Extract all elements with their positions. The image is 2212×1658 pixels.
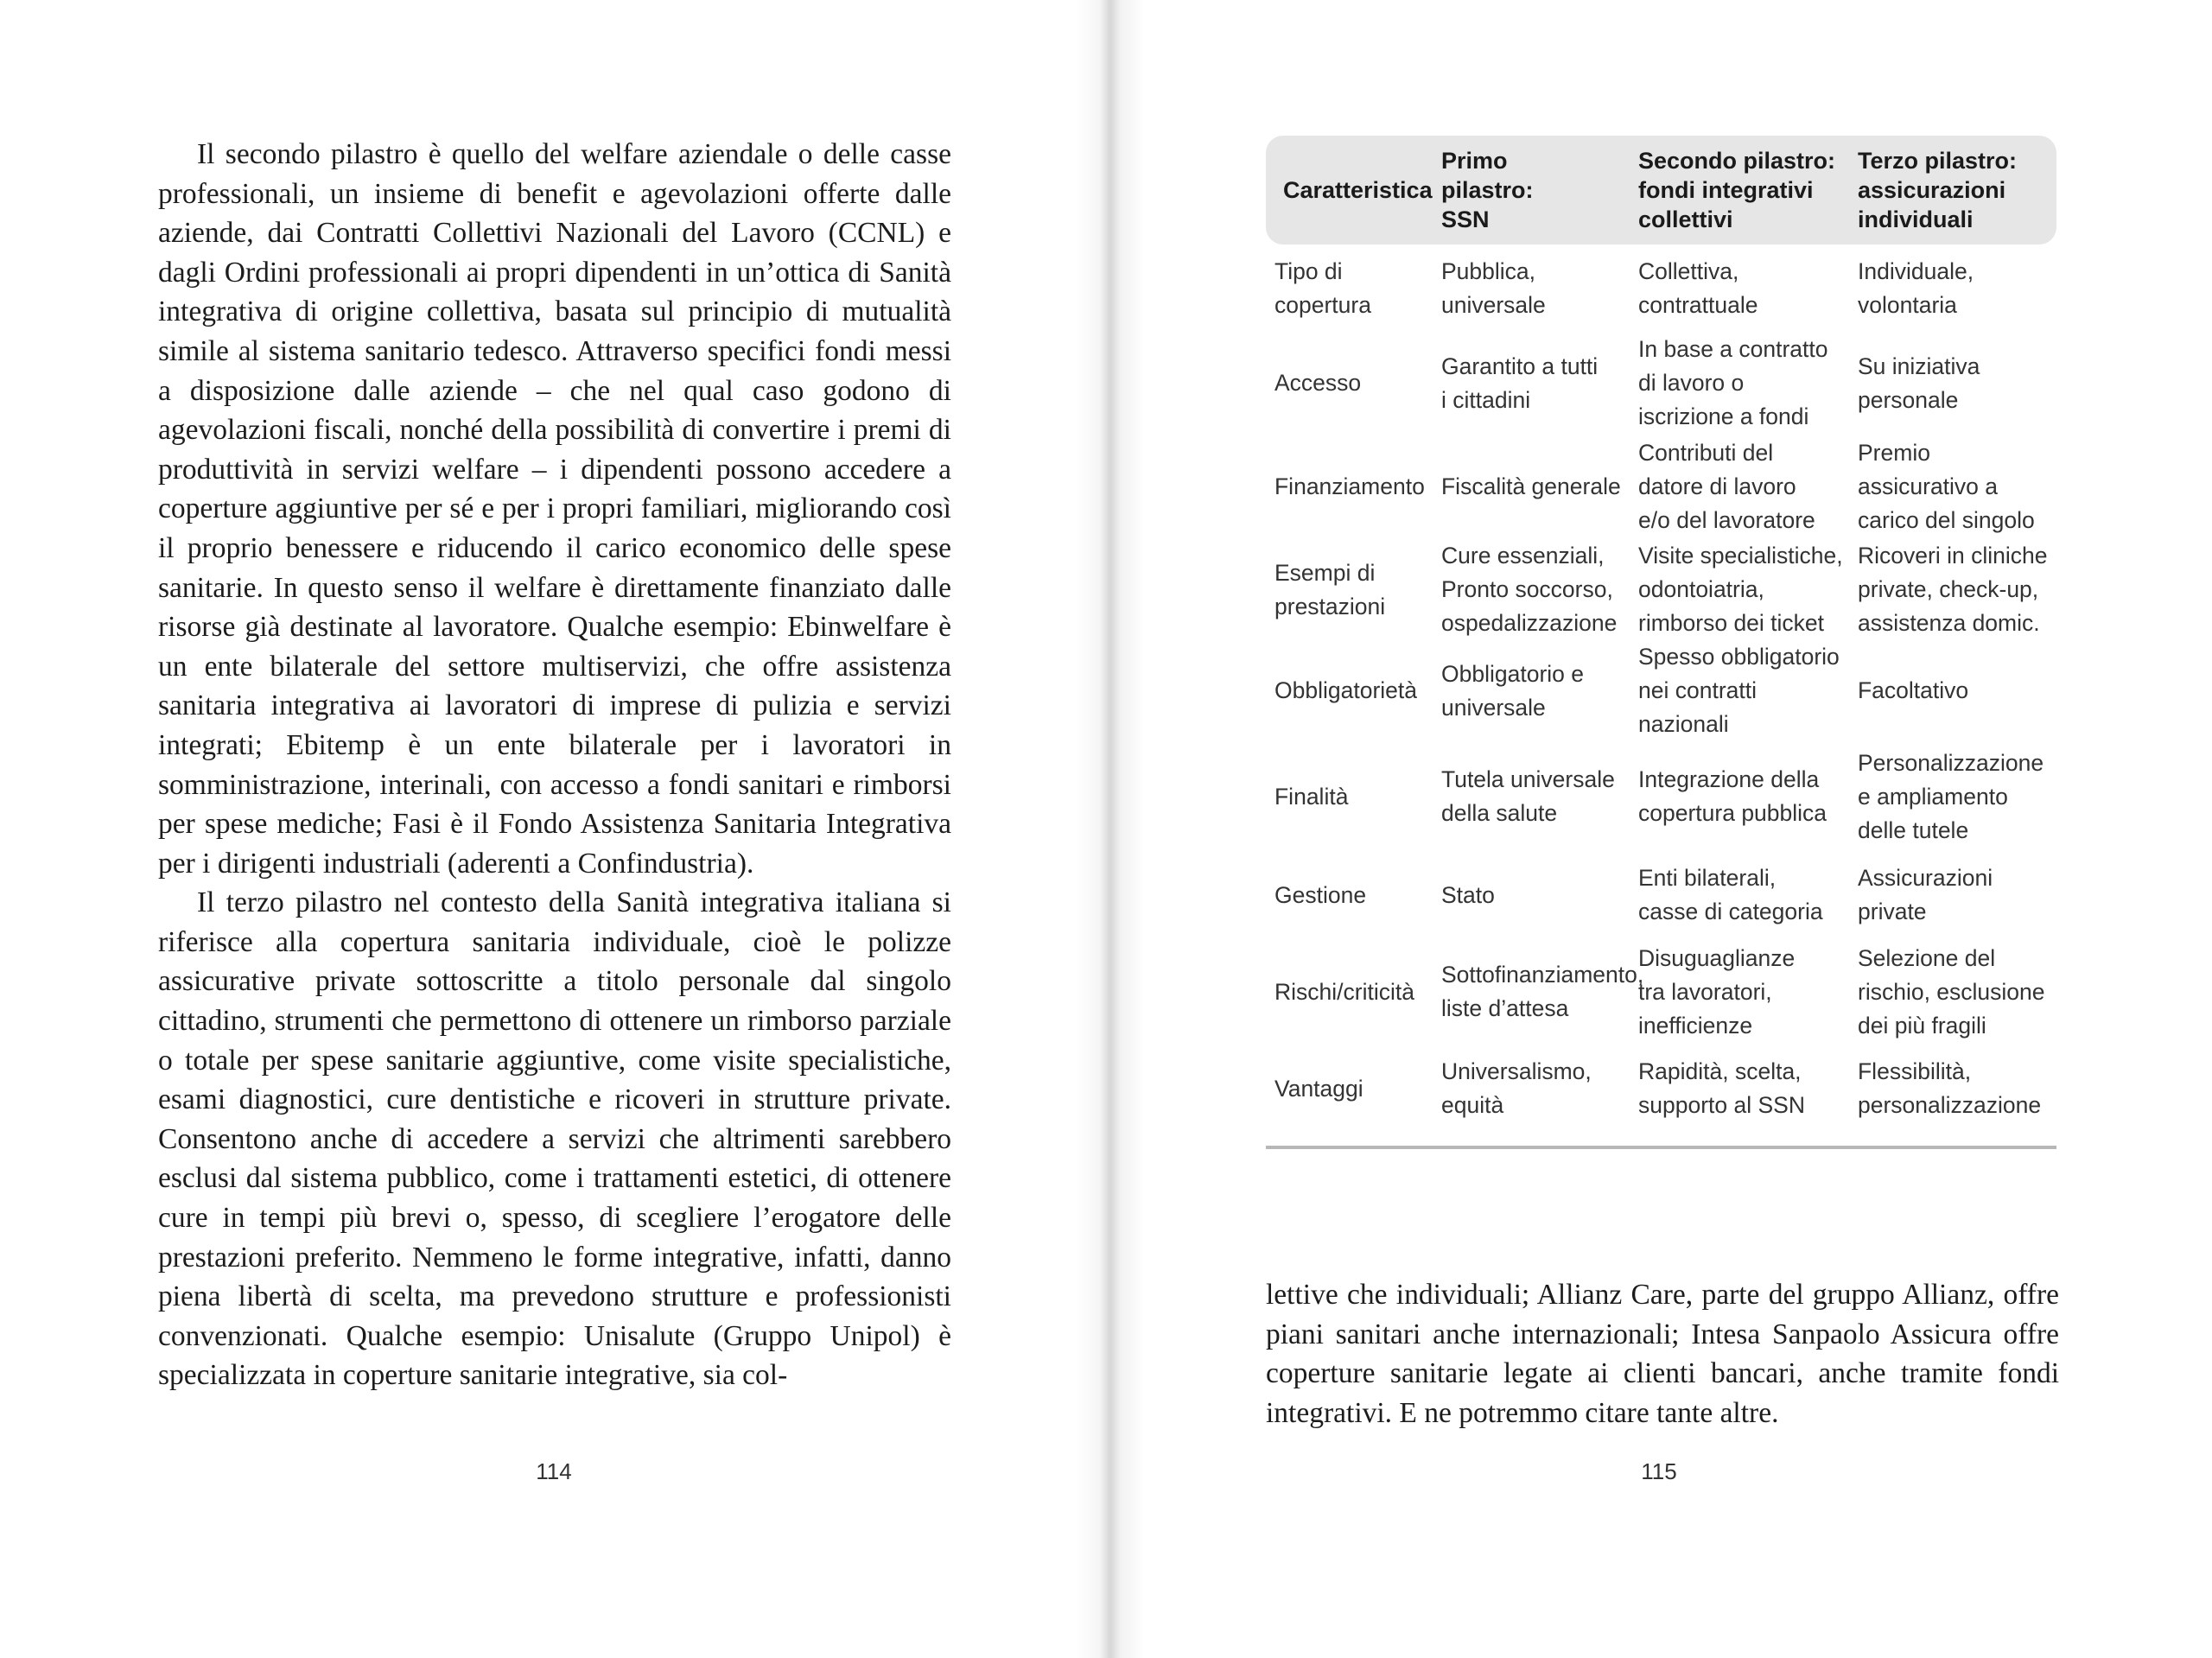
table-row-label (1266, 539, 1434, 640)
table-cell (1851, 245, 2056, 333)
table-cell (1434, 333, 1631, 434)
table-cell-line: Su iniziativa (1858, 353, 1980, 379)
table-cell-line: Selezione del (1858, 944, 1996, 971)
table-cell (1851, 1045, 2056, 1132)
table-cell-line: assicurazioni (1858, 177, 2006, 203)
table-cell (1631, 245, 1851, 333)
table-header-cell (1631, 136, 1851, 245)
table-cell-line: iscrizione a fondi (1638, 403, 1809, 429)
table-cell-line: Integrazione della (1638, 766, 1820, 792)
table-cell-line: SSN (1441, 206, 1490, 232)
table-cell-line: Esempi di (1274, 559, 1376, 586)
table-row-label (1266, 938, 1434, 1045)
table-cell-line: tra lavoratori, (1638, 978, 1772, 1005)
table-cell-line: nei contratti (1638, 677, 1757, 703)
table-cell-line: Primo (1441, 148, 1508, 174)
table-header-cell (1851, 136, 2056, 245)
table-cell-line: Fiscalità generale (1441, 473, 1621, 499)
table-cell-line: rischio, esclusione (1858, 978, 2045, 1005)
comparison-table-container (1266, 136, 2056, 1149)
table-row-label (1266, 640, 1434, 741)
table-row-label (1266, 852, 1434, 938)
table-cell-line: rimborso dei ticket (1638, 610, 1825, 636)
table-cell-line: datore di lavoro (1638, 473, 1796, 499)
table-cell-line: private, check-up, (1858, 576, 2039, 602)
table-cell-line: Sottofinanziamento, (1441, 962, 1644, 988)
table-cell-line: Collettiva, (1638, 258, 1739, 284)
table-cell-line: Cure essenziali, (1441, 543, 1605, 569)
right-page-body (1266, 1275, 2059, 1432)
table-cell-line: private (1858, 899, 1927, 924)
table-cell-line: Caratteristica (1283, 177, 1433, 203)
table-cell-line: Assicurazioni (1858, 865, 1993, 891)
table-cell (1851, 852, 2056, 938)
table-cell-line: assistenza domic. (1858, 610, 2040, 636)
table-cell-line: della salute (1441, 800, 1558, 826)
table-cell-line: contrattuale (1638, 292, 1758, 318)
table-cell-line: Rapidità, scelta, (1638, 1058, 1802, 1084)
table-cell-line: universale (1441, 292, 1546, 318)
table-cell (1631, 434, 1851, 539)
table-cell-line: e ampliamento (1858, 783, 2008, 810)
table-row (1266, 539, 2056, 640)
table-cell (1631, 333, 1851, 434)
table-cell-line: odontoiatria, (1638, 576, 1764, 602)
table-cell-line: Vantaggi (1274, 1075, 1363, 1102)
table-cell-line: Tutela universale (1441, 766, 1615, 792)
table-row-label (1266, 434, 1434, 539)
table-cell-line: Universalismo, (1441, 1058, 1592, 1084)
table-cell-line: Individuale, (1858, 258, 1974, 284)
table-cell-line: Finalità (1274, 783, 1349, 810)
table-cell-line: ospedalizzazione (1441, 610, 1618, 636)
table-cell (1851, 434, 2056, 539)
table-cell (1631, 640, 1851, 741)
table-cell (1434, 938, 1644, 1045)
table-cell-line: Secondo pilastro: (1638, 148, 1836, 174)
table-cell (1434, 539, 1631, 640)
table-cell-line: e/o del lavoratore (1638, 506, 1815, 533)
table-header-cell (1266, 136, 1434, 245)
table-row-label (1266, 245, 1434, 333)
table-cell-line: prestazioni (1274, 593, 1386, 619)
table-row (1266, 333, 2056, 434)
table-cell-line: collettivi (1638, 206, 1733, 232)
table-cell-line: casse di categoria (1638, 899, 1823, 924)
table-header-row (1266, 136, 2056, 245)
table-cell (1631, 852, 1851, 938)
paragraph-secondo-pilastro: Il secondo pilastro è quello del welfare aziendale o delle casse professionali, un insieme di benefit e agevolazioni offerte dalle aziende, dai Contratti Collettivi Nazionali del Lavoro (CCNL) e dagli Ordini professionali ai propri dipendenti in un’ottica di Sanità integrativa di origine collettiva, basata sul principio di mutualità simile al sistema sanitario tedesco. Attraverso specifici fondi messi a disposizione dalle aziende – che nel qual caso godono di agevolazioni fiscali, nonché della possibilità di convertire i premi di produttività in servizi welfare – i dipendenti possono accedere a coperture aggiuntive per sé e per i propri familiari, migliorando così il proprio benessere e riducendo il carico economico delle spese sanitarie. In questo senso il welfare è direttamente finanziato dalle risorse già destinate al lavoratore. Qualche esempio: Ebinwelfare è un ente bilaterale del settore multiservizi, che offre assistenza sanitaria integrativa ai lavoratori di imprese di pulizia e servizi integrati; Ebitemp è un ente bilaterale per i lavoratori in somministrazione, interinali, con accesso a fondi sanitari e rimborsi per spese mediche; Fasi è il Fondo Assistenza Sanitaria Integrativa per i dirigenti industriali (aderenti a Confindustria). (158, 138, 951, 880)
table-cell-line: Finanziamento (1274, 473, 1425, 499)
table-cell-line: equità (1441, 1092, 1504, 1118)
table-cell (1631, 938, 1851, 1045)
table-cell-line: liste d’attesa (1441, 995, 1569, 1021)
table-cell-line: di lavoro o (1638, 370, 1745, 396)
table-cell (1631, 539, 1851, 640)
table-cell-line: Accesso (1274, 370, 1362, 396)
table-cell-line: Obbligatorio e (1441, 660, 1584, 687)
paragraph-terzo-pilastro: Il terzo pilastro nel contesto della Sanità integrativa italiana si riferisce alla copertura sanitaria individuale, cioè le polizze assicurative private sottoscritte a titolo personale dal singolo cittadino, strumenti che permettono di ottenere un rimborso parziale o totale per spese sanitarie aggiuntive, come visite specialistiche, esami diagnostici, cure dentistiche e ricoveri in strutture private. Consentono anche di accedere a servizi che altrimenti sarebbero esclusi dal sistema pubblico, come i trattamenti estetici, di ottenere cure in tempi più brevi o, spesso, di scegliere l’erogatore delle prestazioni preferito. Nemmeno le forme integrative, infatti, danno piena libertà di scelta, ma prevedono strutture e professionisti convenzionati. Qualche esempio: Unisalute (Gruppo Unipol) è specializzata in coperture sanitarie integrative, sia col- (158, 886, 951, 1392)
table-cell-line: Garantito a tutti (1441, 353, 1599, 379)
page-number-left: 114 (536, 1458, 572, 1484)
table-cell (1434, 245, 1631, 333)
table-cell (1851, 539, 2056, 640)
table-cell-line: Facoltativo (1858, 677, 1969, 703)
table-row (1266, 1045, 2056, 1132)
table-cell-line: In base a contratto (1638, 336, 1828, 362)
table-cell-line: pilastro: (1441, 177, 1534, 203)
page-number-right: 115 (1641, 1458, 1677, 1484)
table-cell-line: Disuguaglianze (1638, 944, 1796, 971)
table-cell (1631, 741, 1851, 852)
table-cell (1851, 938, 2056, 1045)
table-cell-line: Enti bilaterali, (1638, 865, 1777, 891)
table-cell-line: Contributi del (1638, 439, 1774, 466)
table-cell-line: fondi integrativi (1638, 177, 1814, 203)
table-cell (1851, 640, 2056, 741)
table-cell (1434, 434, 1631, 539)
table-row (1266, 741, 2056, 852)
table-cell-line: delle tutele (1858, 816, 1969, 843)
paragraph-continuation: lettive che individuali; Allianz Care, parte del gruppo Allianz, offre piani sanitari anche internazionali; Intesa Sanpaolo Assicura offre coperture sanitarie legate ai clienti bancari, anche tramite fondi integrativi. E ne potremmo citare tante altre. (1266, 1279, 2059, 1429)
table-cell-line: Visite specialistiche, (1638, 543, 1843, 569)
table-bottom-rule (1266, 1146, 2056, 1149)
table-cell-line: universale (1441, 694, 1546, 721)
table-row (1266, 938, 2056, 1045)
table-cell (1434, 640, 1631, 741)
table-cell-line: copertura pubblica (1638, 800, 1827, 826)
table-row (1266, 852, 2056, 938)
table-cell-line: Tipo di (1274, 258, 1343, 284)
table-cell-line: Gestione (1274, 881, 1367, 908)
table-cell-line: supporto al SSN (1638, 1092, 1805, 1118)
table-cell (1851, 333, 2056, 434)
table-cell-line: Pubblica, (1441, 258, 1536, 284)
table-cell-line: inefficienze (1638, 1012, 1753, 1039)
pillars-comparison-table (1266, 136, 2056, 1132)
table-row (1266, 245, 2056, 333)
table-cell-line: Obbligatorietà (1274, 677, 1417, 703)
table-cell (1631, 1045, 1851, 1132)
table-cell-line: dei più fragili (1858, 1012, 1986, 1039)
table-row (1266, 640, 2056, 741)
table-cell (1434, 741, 1631, 852)
table-row-label (1266, 1045, 1434, 1132)
table-row-label (1266, 333, 1434, 434)
table-cell-line: Flessibilità, (1858, 1058, 1972, 1084)
table-cell-line: Spesso obbligatorio (1638, 644, 1840, 670)
table-cell-line: personale (1858, 386, 1959, 413)
table-cell-line: carico del singolo (1858, 506, 2035, 533)
table-cell-line: personalizzazione (1858, 1092, 2042, 1118)
left-page-body (158, 135, 951, 1395)
table-cell-line: Premio (1858, 439, 1930, 466)
table-cell-line: Rischi/criticità (1274, 978, 1414, 1005)
table-cell-line: Personalizzazione (1858, 749, 2044, 776)
table-cell-line: assicurativo a (1858, 473, 1999, 499)
table-cell-line: Terzo pilastro: (1858, 148, 2018, 174)
table-cell-line: nazionali (1638, 711, 1729, 737)
table-cell-line: Stato (1441, 881, 1495, 908)
table-cell-line: individuali (1858, 206, 1974, 232)
table-cell-line: copertura (1274, 292, 1371, 318)
table-row-label (1266, 741, 1434, 852)
table-cell-line: volontaria (1858, 292, 1957, 318)
table-cell-line: Ricoveri in cliniche (1858, 543, 2048, 569)
table-cell-line: Pronto soccorso, (1441, 576, 1613, 602)
table-cell (1434, 852, 1631, 938)
table-header-cell (1434, 136, 1631, 245)
table-cell (1851, 741, 2056, 852)
table-cell-line: i cittadini (1441, 386, 1531, 413)
table-cell (1434, 1045, 1631, 1132)
table-row (1266, 434, 2056, 539)
